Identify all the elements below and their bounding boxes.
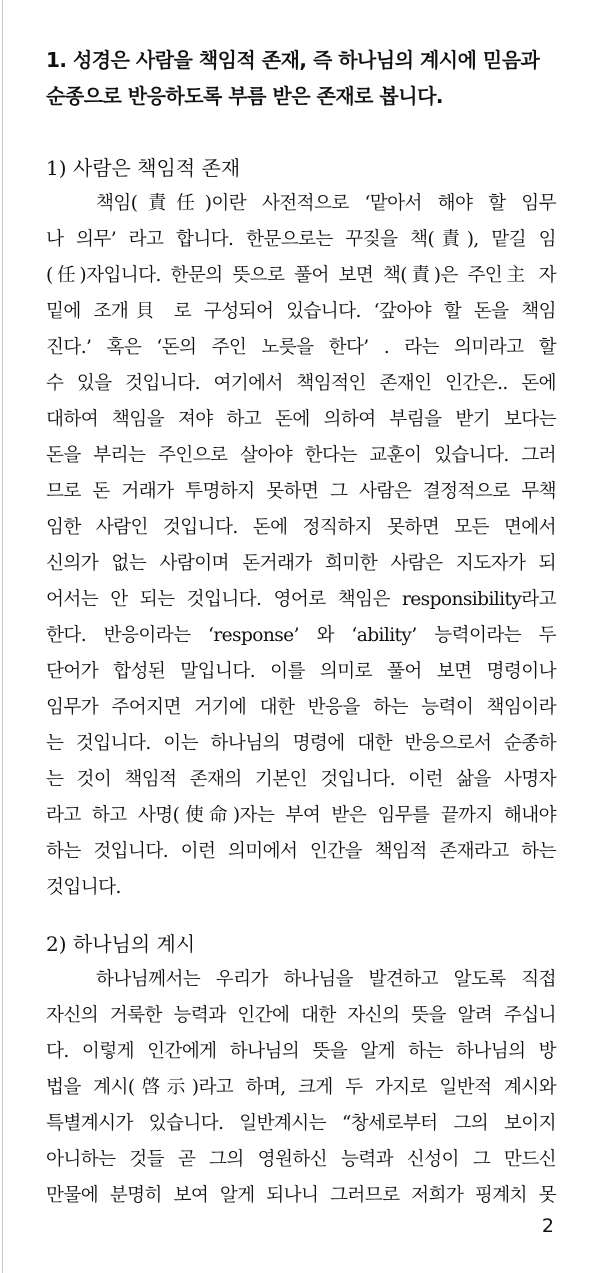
page-number: 2 — [541, 1215, 554, 1237]
section-1-line: 진다.’ 혹은 ‘돈의 주인 노릇을 한다’ . 라는 의미라고 할 — [46, 337, 556, 358]
section-2-line: 특별계시가 있습니다. 일반계시는 “창세로부터 그의 보이지 — [46, 1113, 556, 1134]
section-1-title: 1) 사람은 책임적 존재 — [46, 156, 241, 180]
section-2-line: 만물에 분명히 보여 알게 되나니 그러므로 저희가 핑계치 못 — [46, 1185, 556, 1206]
section-1-line: 어서는 안 되는 것입니다. 영어로 책임은 responsibility라고 — [46, 589, 556, 610]
section-1-line: 수 있을 것입니다. 여기에서 책임적인 존재인 인간은.. 돈에 — [46, 373, 556, 394]
page-edge-divider — [2, 0, 3, 1273]
section-2-line: 자신의 거룩한 능력과 인간에 대한 자신의 뜻을 알려 주십니 — [46, 1005, 556, 1026]
section-1-line: 하는 것입니다. 이런 의미에서 인간을 책임적 존재라고 하는 — [46, 841, 556, 862]
chapter-heading-line-1: 1. 성경은 사람을 책임적 존재, 즉 하나님의 계시에 믿음과 — [46, 48, 540, 72]
section-1-line: 므로 돈 거래가 투명하지 못하면 그 사람은 결정적으로 무책 — [46, 481, 556, 502]
section-2-line: 아니하는 것들 곧 그의 영원하신 능력과 신성이 그 만드신 — [46, 1149, 556, 1170]
section-2-title: 2) 하나님의 계시 — [46, 932, 196, 956]
section-2-line: 법을 계시(啓示)라고 하며, 크게 두 가지로 일반적 계시와 — [46, 1077, 556, 1098]
section-1-line: 신의가 없는 사람이며 돈거래가 희미한 사람은 지도자가 되 — [46, 553, 556, 574]
section-1-line: 는 것이 책임적 존재의 기본인 것입니다. 이런 삶을 사명자 — [46, 769, 556, 790]
section-1-line: (任)자입니다. 한문의 뜻으로 풀어 보면 책(責)은 주인主 자 — [46, 265, 556, 286]
chapter-heading-line-2: 순종으로 반응하도록 부름 받은 존재로 봅니다. — [46, 84, 443, 108]
section-1-line: 밑에 조개貝 로 구성되어 있습니다. ‘갚아야 할 돈을 책임 — [46, 301, 556, 322]
section-1-line: 는 것입니다. 이는 하나님의 명령에 대한 반응으로서 순종하 — [46, 733, 556, 754]
section-1-line: 한다. 반응이라는 ‘response’ 와 ‘ability’ 능력이라는 두 — [46, 625, 556, 646]
section-1-line: 책임(責任)이란 사전적으로 ‘맡아서 해야 할 임무 — [96, 193, 556, 214]
section-2-line: 하나님께서는 우리가 하나님을 발견하고 알도록 직접 — [96, 969, 556, 990]
section-1-line: 라고 하고 사명(使命)자는 부여 받은 임무를 끝까지 해내야 — [46, 805, 556, 826]
section-1-line: 돈을 부리는 주인으로 살아야 한다는 교훈이 있습니다. 그러 — [46, 445, 556, 466]
section-1-line: 대하여 책임을 져야 하고 돈에 의하여 부림을 받기 보다는 — [46, 409, 556, 430]
section-1-line: 임무가 주어지면 거기에 대한 반응을 하는 능력이 책임이라 — [46, 697, 556, 718]
section-2-line: 다. 이렇게 인간에게 하나님의 뜻을 알게 하는 하나님의 방 — [46, 1041, 556, 1062]
section-1-line: 임한 사람인 것입니다. 돈에 정직하지 못하면 모든 면에서 — [46, 517, 556, 538]
section-1-line: 것입니다. — [46, 877, 121, 898]
section-1-line: 단어가 합성된 말입니다. 이를 의미로 풀어 보면 명령이나 — [46, 661, 556, 682]
section-1-line: 나 의무’ 라고 합니다. 한문으로는 꾸짖을 책(責), 맡길 임 — [46, 229, 556, 250]
